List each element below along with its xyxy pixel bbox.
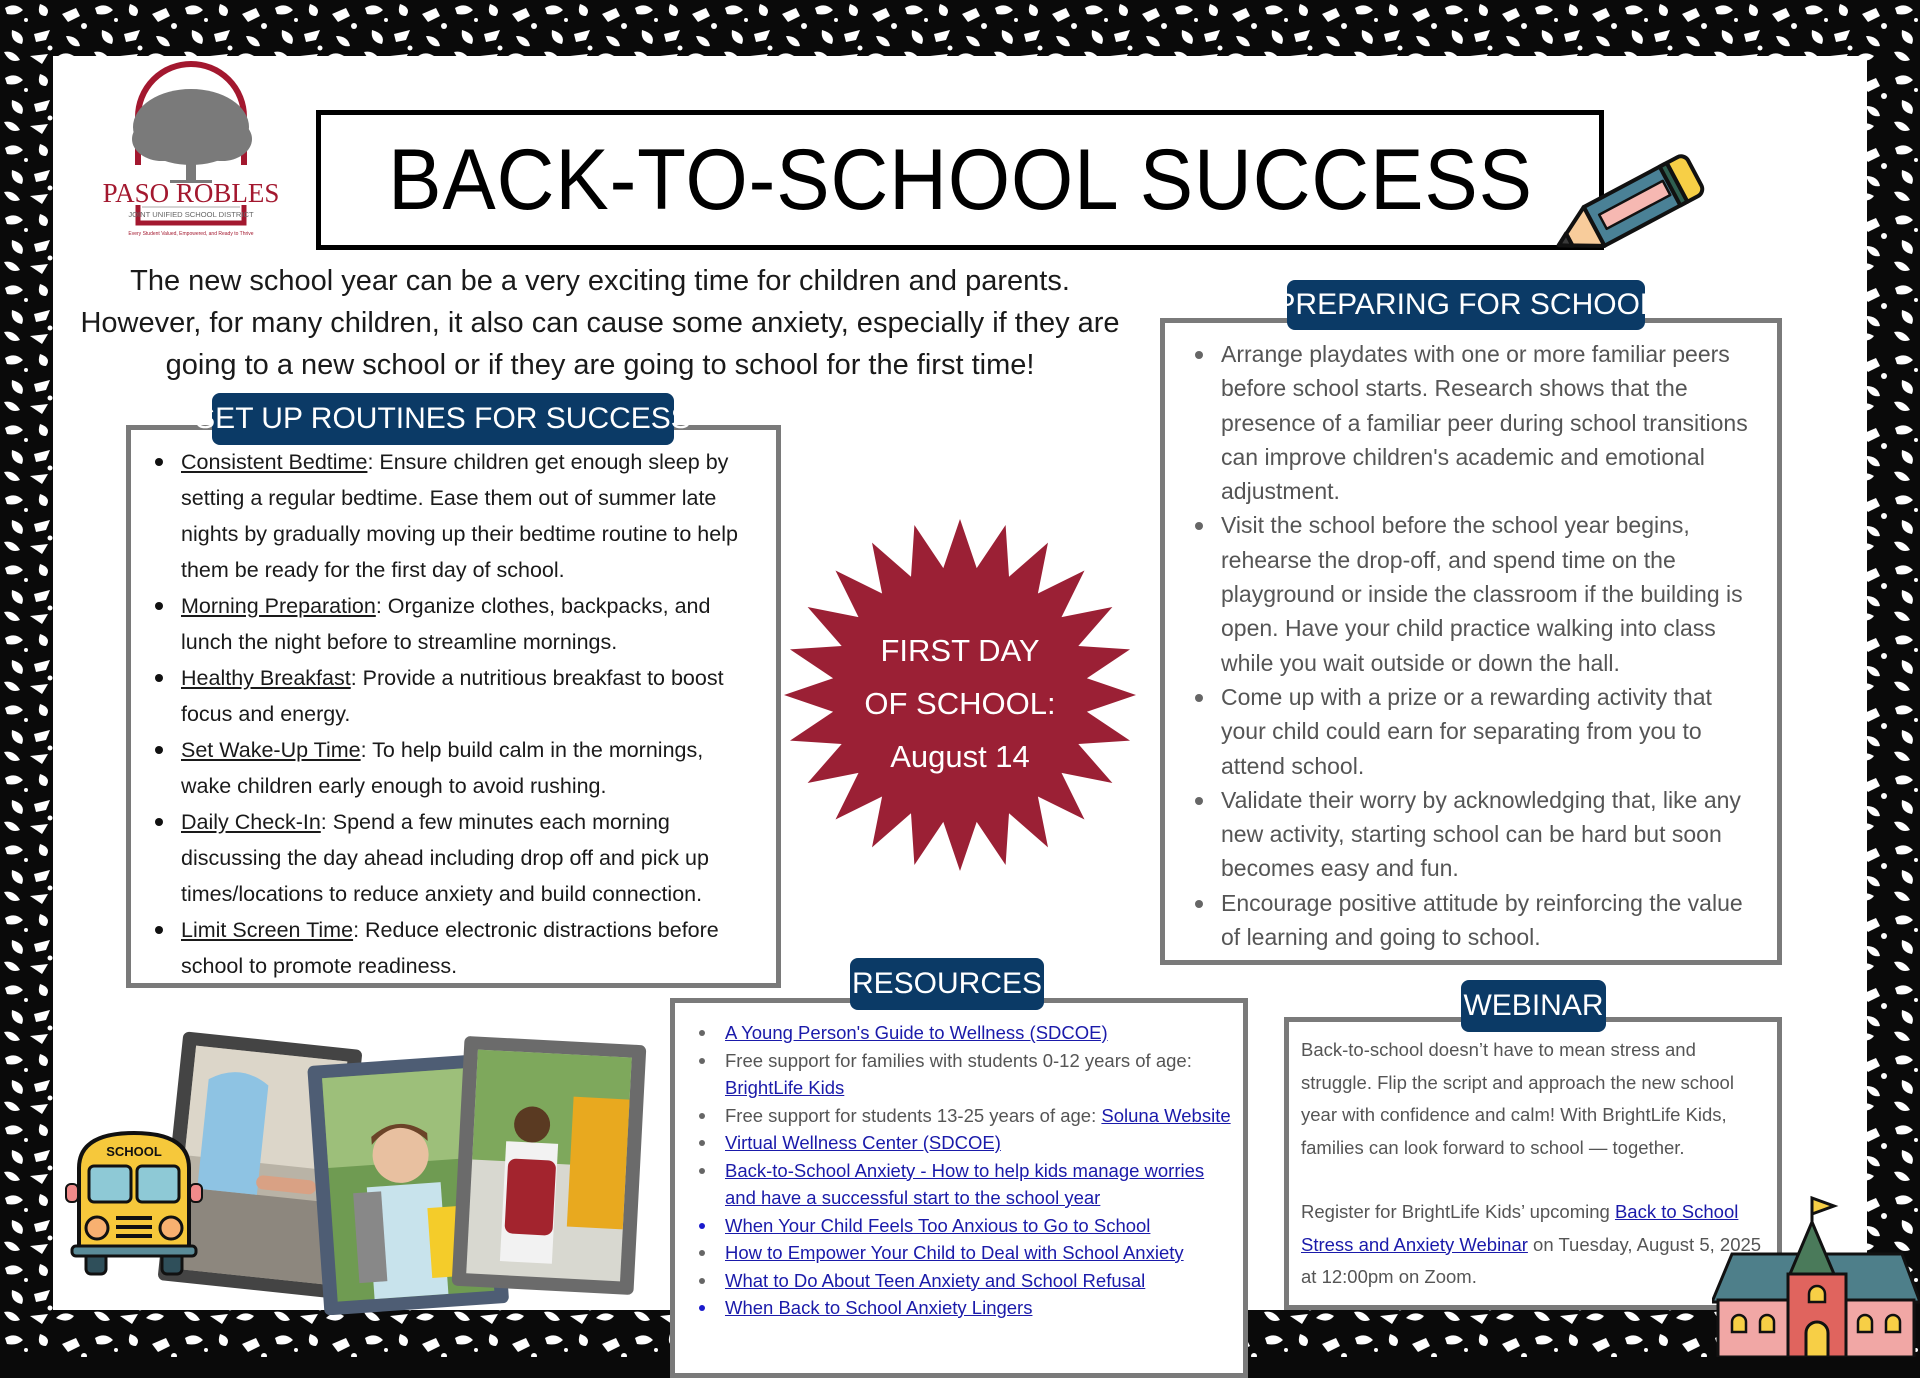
webinar-text: Register for BrightLife Kids’ upcoming	[1301, 1201, 1615, 1222]
routine-item	[151, 660, 758, 732]
intro-line: However, for many children, it also can cause some anxiety, especially if they are	[80, 307, 1120, 339]
title-box	[316, 110, 1604, 250]
webinar-box	[1284, 1017, 1782, 1310]
first-day-line: FIRST DAY	[880, 633, 1040, 668]
pencil-icon	[1540, 150, 1710, 265]
resource-link-soluna[interactable]: Soluna Website	[1101, 1104, 1231, 1126]
preparing-list	[1183, 337, 1763, 954]
routine-item	[151, 732, 758, 804]
preparing-item: Visit the school before the school year begins, rehearse the drop-off, and spend time on the playground or inside the classroom if the building is open. Have your child practice walking into class while you wait outside or down the hall.	[1183, 508, 1763, 679]
preparing-item: Encourage positive attitude by reinforcing the value of learning and going to school.	[1183, 886, 1763, 955]
routines-heading: SET UP ROUTINES FOR SUCCESS	[212, 393, 674, 445]
student-photo-collage	[140, 1025, 650, 1315]
routine-text: : Ensure children get enough sleep by setting a regular bedtime. Ease them out of summer late nights by gradually moving up their bedtime routine to help them be ready for the first day of school.	[181, 450, 738, 582]
first-day-line: OF SCHOOL:	[864, 686, 1056, 721]
district-logo	[100, 55, 282, 255]
routine-term: Limit Screen Time	[181, 918, 354, 942]
resource-item	[695, 1267, 1231, 1295]
routine-item	[151, 804, 758, 912]
resource-link-back-to-school-anxiety[interactable]: Back-to-School Anxiety - How to help kids manage worries and have a successful start to the school year	[725, 1159, 1205, 1208]
logo-tagline: Every Student Valued, Empowered, and Ready to Thrive	[128, 231, 254, 237]
photo-girl-with-bus	[452, 1036, 647, 1295]
routine-item	[151, 588, 758, 660]
oak-tree-icon	[132, 89, 252, 183]
intro-paragraph	[70, 260, 1130, 386]
intro-line: going to a new school or if they are going to school for the first time!	[165, 349, 1035, 381]
resource-text: Free support for students 13-25 years of age:	[725, 1104, 1102, 1126]
preparing-box	[1160, 318, 1782, 965]
routine-term: Consistent Bedtime	[181, 450, 368, 474]
resource-item	[695, 1239, 1231, 1267]
bus-sign: SCHOOL	[106, 1144, 162, 1159]
resource-link-empower-child[interactable]: How to Empower Your Child to Deal with School Anxiety	[725, 1242, 1184, 1263]
resources-box	[670, 998, 1248, 1378]
resource-item	[695, 1129, 1231, 1157]
webinar-link[interactable]: Back to School Stress and Anxiety Webinar	[1301, 1201, 1739, 1255]
schoolhouse-icon	[1712, 1192, 1920, 1357]
preparing-heading: PREPARING FOR SCHOOL	[1287, 280, 1645, 330]
routine-term: Healthy Breakfast	[181, 666, 351, 690]
routine-text: : Spend a few minutes each morning discussing the day ahead including drop off and pick up times/locations to reduce anxiety and build connection.	[181, 810, 709, 906]
webinar-text: on Tuesday, August 5, 2025 at 12:00pm on Zoom.	[1301, 1233, 1762, 1287]
first-day-callout	[800, 624, 1120, 783]
routine-text: : Provide a nutritious breakfast to boost focus and energy.	[181, 666, 724, 726]
routine-item	[151, 912, 758, 984]
resource-item	[695, 1102, 1231, 1130]
resource-text: Free support for families with students 0-12 years of age:	[725, 1049, 1192, 1071]
resource-link-too-anxious[interactable]: When Your Child Feels Too Anxious to Go to School	[725, 1214, 1151, 1236]
preparing-item: Come up with a prize or a rewarding activity that your child could earn for separating from you to attend school.	[1183, 680, 1763, 783]
school-bus-icon	[64, 1128, 204, 1276]
resource-link-brightlife[interactable]: BrightLife Kids	[725, 1077, 845, 1098]
resource-link-anxiety-lingers[interactable]: When Back to School Anxiety Lingers	[725, 1297, 1033, 1318]
logo-subtitle: JOINT UNIFIED SCHOOL DISTRICT	[128, 210, 254, 219]
webinar-heading: WEBINAR	[1461, 980, 1606, 1032]
resource-link-virtual-wellness[interactable]: Virtual Wellness Center (SDCOE)	[725, 1132, 1001, 1153]
preparing-item: Validate their worry by acknowledging that, like any new activity, starting school can be hard but soon becomes easy and fun.	[1183, 783, 1763, 886]
resource-item	[695, 1212, 1231, 1240]
resource-item	[695, 1157, 1231, 1212]
page-title: BACK-TO-SCHOOL SUCCESS	[387, 131, 1533, 228]
routine-term: Set Wake-Up Time	[181, 738, 361, 762]
webinar-description: Back-to-school doesn’t have to mean stress and struggle. Flip the script and approach the new school year with confidence and calm! With BrightLife Kids, families can look forward to school — together.	[1301, 1039, 1734, 1158]
routine-text: : Reduce electronic distractions before school to promote readiness.	[181, 918, 719, 978]
resource-item	[695, 1047, 1231, 1102]
resource-link-wellness-guide[interactable]: A Young Person's Guide to Wellness (SDCOE)	[725, 1022, 1108, 1043]
preparing-item: Arrange playdates with one or more familiar peers before school starts. Research shows that the presence of a familiar peer during school transitions can improve children's academic and emotional adjustment.	[1183, 337, 1763, 508]
first-day-date: August 14	[890, 739, 1030, 774]
routine-term: Morning Preparation	[181, 594, 376, 618]
resources-list	[695, 1019, 1231, 1322]
resource-item	[695, 1294, 1231, 1322]
routines-box	[126, 425, 781, 988]
routine-term: Daily Check-In	[181, 810, 321, 834]
intro-line: The new school year can be a very exciting time for children and parents.	[130, 265, 1070, 297]
logo-name: PASO ROBLES	[102, 178, 280, 208]
routine-item	[151, 444, 758, 588]
routines-list	[151, 444, 758, 984]
routine-text: : Organize clothes, backpacks, and lunch the night before to streamline mornings.	[181, 594, 711, 654]
resource-item	[695, 1019, 1231, 1047]
routine-text: : To help build calm in the mornings, wake children early enough to avoid rushing.	[181, 738, 704, 798]
webinar-registration	[1301, 1196, 1763, 1294]
resources-heading: RESOURCES	[850, 958, 1044, 1010]
resource-link-teen-anxiety[interactable]: What to Do About Teen Anxiety and School Refusal	[725, 1269, 1146, 1291]
